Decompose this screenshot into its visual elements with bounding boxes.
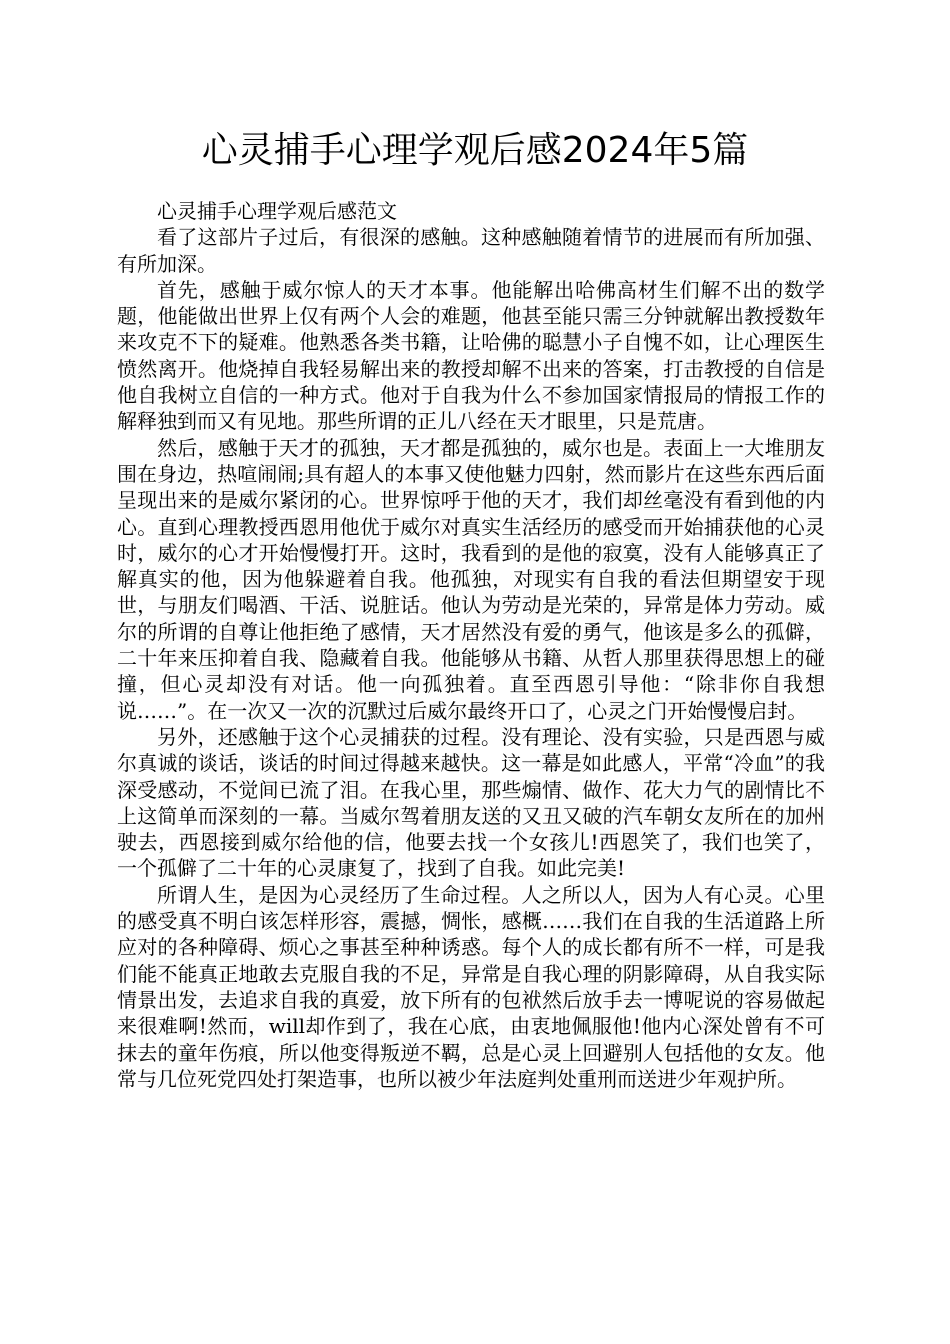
document-title: 心灵捕手心理学观后感2024年5篇 — [201, 130, 749, 171]
body-paragraph-4: 另外，还感触于这个心灵捕获的过程。没有理论、没有实验，只是西恩与威尔真诚的谈话，谈话的时间过得越来越快。这一幕是如此感人，平常“冷血”的我深受感动，不觉间已流了泪。在我心里，那些煽情、做作、花大力气的剧情比不上这简单而深刻的一幕。当威尔驾着朋友送的又丑又破的汽车朝女友所在的加州驶去，西恩接到威尔给他的信，他要去找一个女孩儿!西恩笑了，我们也笑了，一个孤僻了二十年的心灵康复了，找到了自我。如此完美! — [117, 724, 825, 881]
subtitle-paragraph: 心灵捕手心理学观后感范文 — [157, 199, 397, 223]
body-paragraph-1: 看了这部片子过后，有很深的感触。这种感触随着情节的进展而有所加强、有所加深。 — [117, 225, 825, 276]
body-paragraph-3: 然后，感触于天才的孤独，天才都是孤独的，威尔也是。表面上一大堆朋友围在身边，热喧闹闹;具有超人的本事又使他魅力四射，然而影片在这些东西后面呈现出来的是威尔紧闭的心。世界惊呼于他的天才，我们却丝毫没有看到他的内心。直到心理教授西恩用他优于威尔对真实生活经历的感受而开始捕获他的心灵时，威尔的心才开始慢慢打开。这时，我看到的是他的寂寞，没有人能够真正了解真实的他，因为他躲避着自我。他孤独，对现实有自我的看法但期望安于现世，与朋友们喝酒、干活、说脏话。他认为劳动是光荣的，异常是体力劳动。威尔的所谓的自尊让他拒绝了感情，天才居然没有爱的勇气，他该是多么的孤僻，二十年来压抑着自我、隐藏着自我。他能够从书籍、从哲人那里获得思想上的碰撞，但心灵却没有对话。他一向孤独着。直至西恩引导他：“除非你自我想说……”。在一次又一次的沉默过后威尔最终开口了，心灵之门开始慢慢启封。 — [117, 435, 825, 723]
body-paragraph-5: 所谓人生，是因为心灵经历了生命过程。人之所以人，因为人有心灵。心里的感受真不明白该怎样形容，震撼，惆怅，感概……我们在自我的生活道路上所应对的各种障碍、烦心之事甚至种种诱惑。每个人的成长都有所不一样，可是我们能不能真正地敢去克服自我的不足，异常是自我心理的阴影障碍，从自我实际情景出发，去追求自我的真爱，放下所有的包袱然后放手去一博呢说的容易做起来很难啊!然而，will却作到了，我在心底，由衷地佩服他!他内心深处曾有不可抹去的童年伤痕，所以他变得叛逆不羁，总是心灵上回避别人包括他的女友。他常与几位死党四处打架造事，也所以被少年法庭判处重刑而送进少年观护所。 — [117, 882, 825, 1091]
document-body — [117, 198, 825, 1092]
body-paragraph-2: 首先，感触于威尔惊人的天才本事。他能解出哈佛高材生们解不出的数学题，他能做出世界上仅有两个人会的难题，他甚至能只需三分钟就解出教授数年来攻克不下的疑难。他熟悉各类书籍，让哈佛的聪慧小子自愧不如，让心理医生愤然离开。他烧掉自我轻易解出来的教授却解不出来的答案，打击教授的自信是他自我树立自信的一种方式。他对于自我为什么不参加国家情报局的情报工作的解释独到而又有见地。那些所谓的正儿八经在天才眼里，只是荒唐。 — [117, 277, 825, 434]
